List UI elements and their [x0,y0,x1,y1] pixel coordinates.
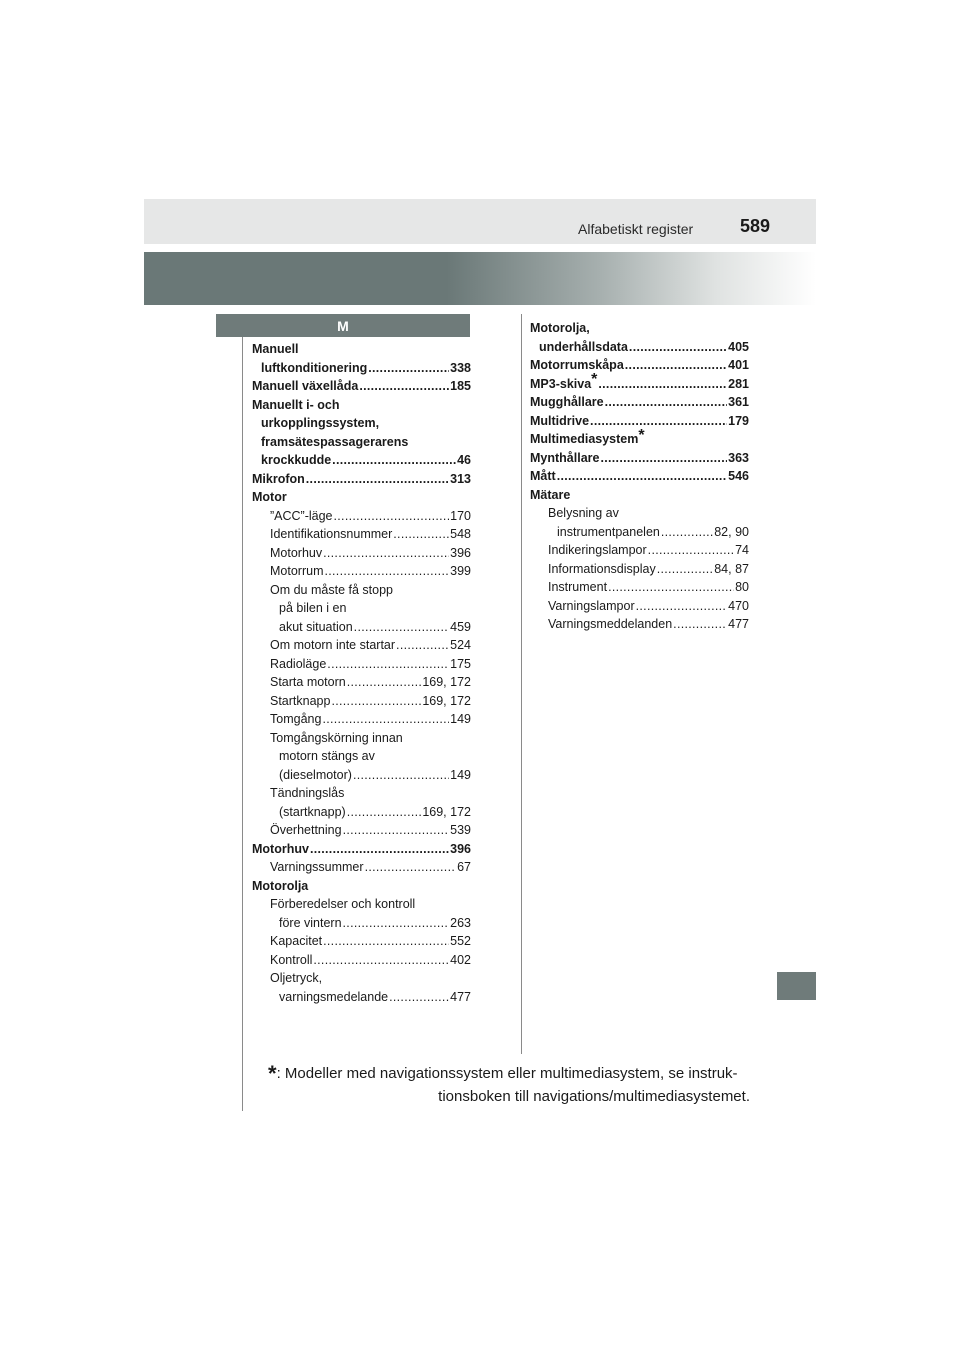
index-entry [252,840,471,859]
index-column-left [252,340,471,1006]
dot-leader [557,467,727,486]
index-entry-page: 399 [450,564,471,578]
dot-leader [625,356,727,375]
dot-leader [343,914,450,933]
index-entry-label: (startknapp) [279,804,346,819]
index-entry-page: 169, 172 [422,675,471,689]
index-entry-label: Motorhuv [252,841,309,856]
index-entry-label: ”ACC”-läge [270,508,333,523]
dot-leader [347,673,422,692]
index-entry [252,414,471,433]
index-entry-label: Motorolja [252,878,309,893]
index-entry-label: Tändningslås [270,786,345,800]
index-entry-page: 74 [735,543,749,557]
dot-leader [389,988,449,1007]
dot-leader [648,541,734,560]
dot-leader [598,375,727,394]
index-entry-label: Tomgångskörning innan [270,730,403,745]
index-entry-label: motorn stängs av [279,749,375,763]
index-entry [252,988,471,1007]
dot-leader [365,858,457,877]
dot-leader [347,803,422,822]
footnote-line-2: tionsboken till navigations/multimediasystemet. [438,1088,750,1105]
index-entry-page: 169, 172 [422,804,471,819]
index-entry [252,710,471,729]
index-entry-page: 185 [450,379,471,393]
index-entry [252,377,471,396]
index-entry-page: 170 [450,508,471,523]
index-entry-label: Multidrive [530,413,590,428]
index-entry-label: Om du måste få stopp [270,582,393,597]
index-entry [252,766,471,785]
dot-leader [359,377,449,396]
index-entry-page: 363 [728,450,749,465]
index-entry-page: 149 [450,712,471,726]
index-entry-label: Förberedelser och kontroll [270,897,416,911]
dot-leader [396,636,449,655]
dot-leader [661,523,713,542]
dot-leader [673,615,727,634]
index-entry-label: Motor [252,490,287,504]
index-entry-label: Motorrumskåpa [530,358,624,372]
index-entry [252,451,471,470]
dot-leader [590,412,727,431]
index-entry-label: Identifikationsnummer [270,527,393,541]
index-entry-page: 179 [728,413,749,428]
index-entry-label: MP3-skiva* [530,371,598,391]
index-entry-label: (dieselmotor) [279,767,352,782]
index-entry [252,803,471,822]
index-entry [530,504,749,523]
index-entry-label: Manuellt i- och [252,397,340,412]
footnote-star: * [268,1061,277,1086]
dot-leader [322,710,449,729]
index-entry-label: Mätare [530,487,571,502]
index-entry [252,544,471,563]
index-entry-label: Tomgång [270,712,322,726]
index-entry [530,560,749,579]
index-entry-page: 405 [728,339,749,354]
index-entry-page: 401 [728,358,749,372]
index-entry-label: Mynthållare [530,450,600,465]
index-entry-label: Motorolja, [530,321,590,335]
dot-leader [331,692,421,711]
index-entry [530,356,749,375]
index-entry [252,525,471,544]
index-entry-page: 396 [450,545,471,560]
index-entry [252,470,471,489]
dot-leader [306,470,449,489]
index-entry-page: 338 [450,360,471,375]
index-column-right [530,319,749,634]
index-entry-page: 402 [450,952,471,967]
index-entry [252,932,471,951]
dot-leader [608,578,734,597]
dot-leader [354,618,449,637]
dot-leader [343,821,450,840]
dot-leader [310,840,449,859]
dot-leader [657,560,714,579]
index-entry-page: 548 [450,527,471,541]
index-entry-label: Motorrum [270,564,324,578]
index-entry-page: 169, 172 [422,693,471,708]
dot-leader [332,451,456,470]
index-entry-label: Oljetryck, [270,971,323,985]
index-entry [252,340,471,359]
index-entry-label: Överhettning [270,823,342,837]
index-entry-page: 396 [450,841,471,856]
dot-leader [323,932,449,951]
index-entry-page: 313 [450,471,471,486]
index-entry [252,914,471,933]
index-entry-label: Om motorn inte startar [270,638,396,652]
index-entry-label: krockkudde [261,453,332,467]
index-entry-label: Multimediasystem* [530,426,645,446]
footnote-marker: * [638,426,645,444]
index-entry-page: 82, 90 [714,524,749,539]
dot-leader [629,338,727,357]
index-entry-page: 546 [728,469,749,483]
index-entry-label: Varningslampor [548,598,635,613]
index-entry [252,488,471,507]
index-entry-label: Kontroll [270,952,313,967]
index-entry [530,449,749,468]
index-entry-page: 477 [450,989,471,1004]
gradient-band [144,252,816,305]
dot-leader [334,507,450,526]
index-entry [252,655,471,674]
index-entry-label: Radioläge [270,656,327,671]
index-entry-page: 263 [450,915,471,930]
index-entry-page: 524 [450,638,471,652]
index-entry [530,615,749,634]
footnote-line-1: *: Modeller med navigationssystem eller multimediasystem, se instruk- [268,1061,738,1086]
index-entry-label: på bilen i en [279,601,347,615]
index-entry-label: Mikrofon [252,471,305,486]
index-entry-label: underhållsdata [539,339,628,354]
index-entry-label: Informationsdisplay [548,561,656,576]
index-entry [252,969,471,988]
index-entry [530,393,749,412]
index-entry-page: 175 [450,656,471,671]
index-letter-heading: M [216,314,470,337]
index-entry [252,562,471,581]
dot-leader [353,766,449,785]
index-entry-label: Indikeringslampor [548,543,647,557]
index-entry-label: Belysning av [548,506,619,520]
dot-leader [636,597,728,616]
index-entry [530,523,749,542]
index-entry [252,951,471,970]
dot-leader [600,449,727,468]
index-entry [252,673,471,692]
index-entry [252,895,471,914]
index-entry-label: Mått [530,469,556,483]
index-entry-label: Varningssummer [270,860,364,874]
index-entry [530,426,749,449]
index-entry [530,338,749,357]
index-entry [252,692,471,711]
index-entry [252,359,471,378]
dot-leader [324,562,449,581]
index-entry [252,784,471,803]
index-entry-page: 67 [457,860,471,874]
index-entry-page: 552 [450,934,471,948]
index-entry [252,396,471,415]
index-entry-page: 80 [735,580,749,594]
index-entry-label: akut situation [279,619,353,634]
index-entry [530,486,749,505]
index-entry [252,747,471,766]
index-entry-label: framsätespassagerarens [261,434,409,449]
dot-leader [323,544,449,563]
column-divider-left [242,337,243,1111]
index-entry-label: varningsmedelande [279,989,389,1004]
index-entry [530,578,749,597]
index-entry [252,858,471,877]
index-entry-page: 470 [728,598,749,613]
index-entry-page: 281 [728,376,749,391]
index-entry [252,507,471,526]
index-entry-label: Starta motorn [270,675,346,689]
index-entry [252,877,471,896]
index-entry-label: Varningsmeddelanden [548,617,673,631]
index-entry-label: Manuell [252,342,299,356]
footnote-marker: * [591,371,598,389]
index-entry-page: 361 [728,395,749,409]
index-entry-label: luftkonditionering [261,360,368,375]
dot-leader [368,359,449,378]
index-entry [530,597,749,616]
index-entry [252,821,471,840]
index-entry [252,581,471,600]
index-entry-page: 477 [728,617,749,631]
chapter-tab [777,972,816,1000]
index-entry [252,599,471,618]
index-entry-label: Instrument [548,580,608,594]
index-entry-label: instrumentpanelen [557,524,660,539]
index-entry-label: Startknapp [270,693,331,708]
index-entry-label: Motorhuv [270,545,323,560]
index-entry [530,319,749,338]
index-entry-label: urkopplingssystem, [261,416,380,430]
index-entry-page: 459 [450,619,471,634]
index-entry-page: 539 [450,823,471,837]
section-title: Alfabetiskt register [578,221,694,237]
index-entry-label: Mugghållare [530,395,604,409]
index-entry [252,433,471,452]
index-entry [530,371,749,394]
dot-leader [605,393,728,412]
index-entry [530,467,749,486]
index-entry-page: 84, 87 [714,561,749,576]
index-entry-label: Manuell växellåda [252,379,359,393]
index-entry-label: före vintern [279,915,342,930]
dot-leader [313,951,449,970]
footnote [268,1059,750,1108]
index-entry-page: 46 [457,453,471,467]
header-bar [144,199,816,244]
index-entry-label: Kapacitet [270,934,323,948]
index-entry [252,618,471,637]
index-entry [252,729,471,748]
dot-leader [327,655,449,674]
index-entry [252,636,471,655]
column-divider-middle [521,314,522,1054]
index-entry-page: 149 [450,767,471,782]
index-entry [530,541,749,560]
dot-leader [393,525,449,544]
page-number: 589 [740,216,771,236]
